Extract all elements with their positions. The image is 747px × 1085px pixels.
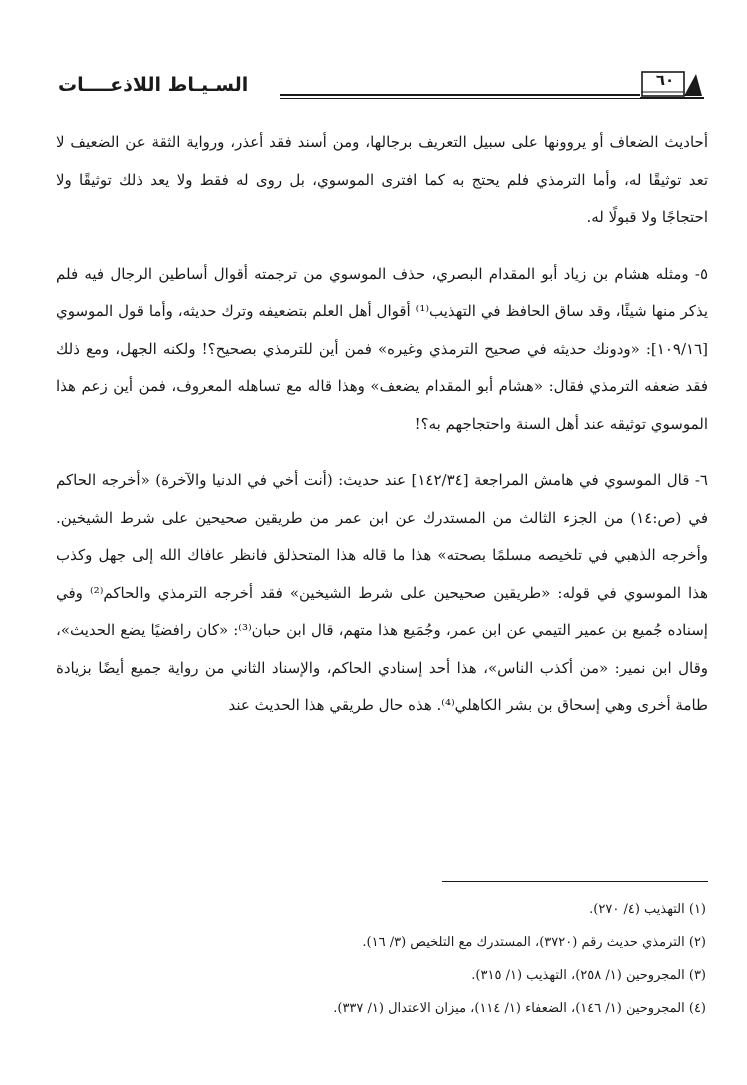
footnote: (٤) المجروحين (١/ ١٤٦)، الضعفاء (١/ ١١٤)، ميزان الاعتدال (١/ ٣٣٧).	[333, 1001, 706, 1016]
header-rule-thin	[280, 98, 640, 99]
paragraph: ٦- قال الموسوي في هامش المراجعة [١٤٢/٣٤] عند حديث: (أنت أخي في الدنيا والآخرة) «أخرجه الحاكم في (ص:١٤) من الجزء الثالث من المستدرك عن ابن عمر من طريقين صحيحين على شرط الشيخين. وأخرجه الذهبي في تلخيصه مسلمًا بصحته» هذا ما قاله هذا المتحذلق فانظر عافاك الله إلى جهل وكذب هذا الموسوي في قوله: «طريقين صحيحين على شرط الشيخين» فقد أخرجه الترمذي والحاكم⁽²⁾ وفي إسناده جُميع بن عمير التيمي عن ابن عمر، وجُمَيع هذا متهم، قال ابن حبان⁽³⁾: «كان رافضيًا يضع الحديث»، وقال ابن نمير: «من أكذب الناس»، هذا أحد إسنادي الحاكم، والإسناد الثاني من رواية جميع أيضًا بزيادة طامة أخرى وهي إسحاق بن بشر الكاهلي⁽⁴⁾. هذه حال طريقي هذا الحديث عند	[56, 471, 709, 714]
running-header	[58, 70, 708, 104]
page-number-ornament	[640, 70, 704, 100]
footnotes	[56, 893, 706, 1025]
page-number: ٦٠	[655, 71, 675, 89]
footnote: (٢) الترمذي حديث رقم (٣٧٢٠)، المستدرك مع التلخيص (٣/ ١٦).	[362, 935, 706, 950]
main-text	[56, 124, 708, 725]
paragraph: أحاديث الضعاف أو يروونها على سبيل التعريف برجالها، ومن أسند فقد أعذر، ورواية الثقة عن الضعيف لا تعد توثيقًا له، وأما الترمذي فلم يحتج به كما افترى الموسوي، بل روى له فقط ولا يعد ذلك توثيقًا ولا احتجاجًا ولا قبولًا له.	[56, 133, 708, 226]
footnote-separator	[442, 881, 708, 882]
footnote: (٣) المجروحين (١/ ٢٥٨)، التهذيب (١/ ٣١٥).	[471, 968, 706, 983]
running-title: السـيـاط اللاذعــــات	[58, 74, 249, 96]
footnote: (١) التهذيب (٤/ ٢٧٠).	[589, 902, 706, 917]
paragraph: ٥- ومثله هشام بن زياد أبو المقدام البصري، حذف الموسوي من ترجمته أقوال أساطين الرجال فيه فلم يذكر منها شيئًا، وقد ساق الحافظ في التهذيب⁽¹⁾ أقوال أهل العلم بتضعيفه وترك حديثه، وأما قول الموسوي [١٠٩/١٦]: «ودونك حديثه في صحيح الترمذي وغيره» فمن أين للترمذي بصحيح؟! ولكنه الجهل، ومع ذلك فقد ضعفه الترمذي فقال: «هشام أبو المقدام يضعف» وهذا قاله مع تساهله المعروف، فمن أين زعم هذا الموسوي توثيقه عند أهل السنة واحتجاجهم به؟!	[56, 264, 708, 433]
header-rule	[280, 94, 640, 96]
